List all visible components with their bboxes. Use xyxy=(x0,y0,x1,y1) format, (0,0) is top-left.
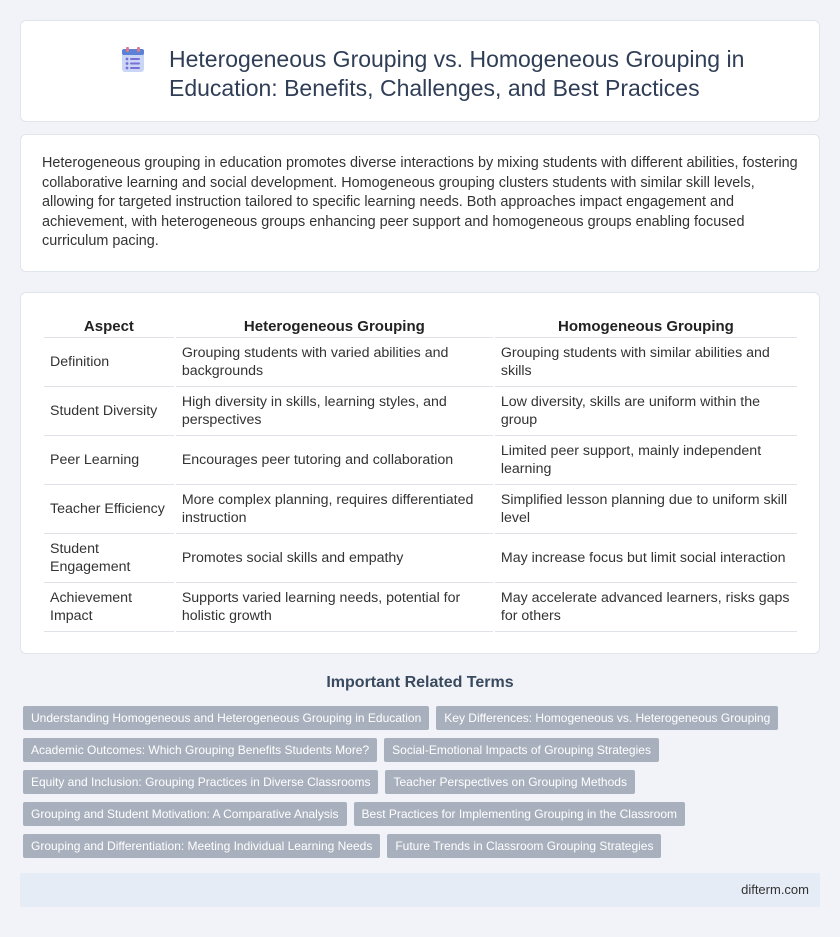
tag-row xyxy=(23,770,813,794)
intro-paragraph: Heterogeneous grouping in education promotes diverse interactions by mixing students with different abilities, fostering collaborative learning and social development. Homogeneous grouping clusters students with similar skill levels, allowing for targeted instruction tailored to specific learning needs. Both approaches impact engagement and achievement, with heterogeneous groups enhancing peer support and homogeneous groups enabling focused curriculum pacing. xyxy=(42,155,798,250)
related-term-link[interactable]: Best Practices for Implementing Grouping in the Classroom xyxy=(354,802,685,826)
related-term-link[interactable]: Teacher Perspectives on Grouping Methods xyxy=(385,770,634,794)
tag-row xyxy=(23,834,813,858)
cell-heterogeneous: Supports varied learning needs, potential for holistic growth xyxy=(176,583,493,632)
comparison-table-card xyxy=(20,292,820,654)
related-term-link[interactable]: Future Trends in Classroom Grouping Strategies xyxy=(387,834,661,858)
cell-homogeneous: May accelerate advanced learners, risks gaps for others xyxy=(495,583,797,632)
comparison-table xyxy=(42,314,799,632)
document-list-icon xyxy=(121,46,147,74)
cell-heterogeneous: High diversity in skills, learning styles, and perspectives xyxy=(176,387,493,436)
header-homogeneous: Homogeneous Grouping xyxy=(495,314,797,338)
cell-heterogeneous: Promotes social skills and empathy xyxy=(176,534,493,583)
related-term-link[interactable]: Key Differences: Homogeneous vs. Heterogeneous Grouping xyxy=(436,706,778,730)
cell-aspect: Teacher Efficiency xyxy=(44,485,174,534)
cell-homogeneous: May increase focus but limit social interaction xyxy=(495,534,797,583)
table-row xyxy=(44,436,797,485)
tag-row xyxy=(23,738,813,762)
footer-site-name[interactable]: difterm.com xyxy=(741,882,809,897)
related-term-link[interactable]: Academic Outcomes: Which Grouping Benefits Students More? xyxy=(23,738,377,762)
cell-homogeneous: Grouping students with similar abilities and skills xyxy=(495,338,797,387)
cell-homogeneous: Limited peer support, mainly independent learning xyxy=(495,436,797,485)
cell-aspect: Definition xyxy=(44,338,174,387)
related-terms-heading: Important Related Terms xyxy=(326,674,514,691)
related-term-link[interactable]: Social-Emotional Impacts of Grouping Strategies xyxy=(384,738,659,762)
cell-homogeneous: Simplified lesson planning due to uniform skill level xyxy=(495,485,797,534)
header-aspect: Aspect xyxy=(44,314,174,338)
related-term-link[interactable]: Grouping and Differentiation: Meeting Individual Learning Needs xyxy=(23,834,380,858)
table-header-row xyxy=(44,314,797,338)
related-terms-list xyxy=(23,706,813,866)
cell-aspect: Peer Learning xyxy=(44,436,174,485)
footer xyxy=(20,873,820,907)
related-term-link[interactable]: Understanding Homogeneous and Heterogeneous Grouping in Education xyxy=(23,706,429,730)
table-row xyxy=(44,485,797,534)
cell-heterogeneous: Grouping students with varied abilities and backgrounds xyxy=(176,338,493,387)
cell-aspect: Achievement Impact xyxy=(44,583,174,632)
table-row xyxy=(44,534,797,583)
cell-aspect: Student Diversity xyxy=(44,387,174,436)
related-term-link[interactable]: Grouping and Student Motivation: A Comparative Analysis xyxy=(23,802,347,826)
cell-homogeneous: Low diversity, skills are uniform within the group xyxy=(495,387,797,436)
title-card xyxy=(20,20,820,122)
table-row xyxy=(44,387,797,436)
tag-row xyxy=(23,706,813,730)
header-heterogeneous: Heterogeneous Grouping xyxy=(176,314,493,338)
related-term-link[interactable]: Equity and Inclusion: Grouping Practices in Diverse Classrooms xyxy=(23,770,378,794)
cell-heterogeneous: Encourages peer tutoring and collaboration xyxy=(176,436,493,485)
tag-row xyxy=(23,802,813,826)
cell-aspect: Student Engagement xyxy=(44,534,174,583)
intro-card xyxy=(20,134,820,272)
cell-heterogeneous: More complex planning, requires differentiated instruction xyxy=(176,485,493,534)
table-row xyxy=(44,583,797,632)
page-title: Heterogeneous Grouping vs. Homogeneous Grouping in Education: Benefits, Challenges, and Best Practices xyxy=(169,46,745,101)
table-row xyxy=(44,338,797,387)
